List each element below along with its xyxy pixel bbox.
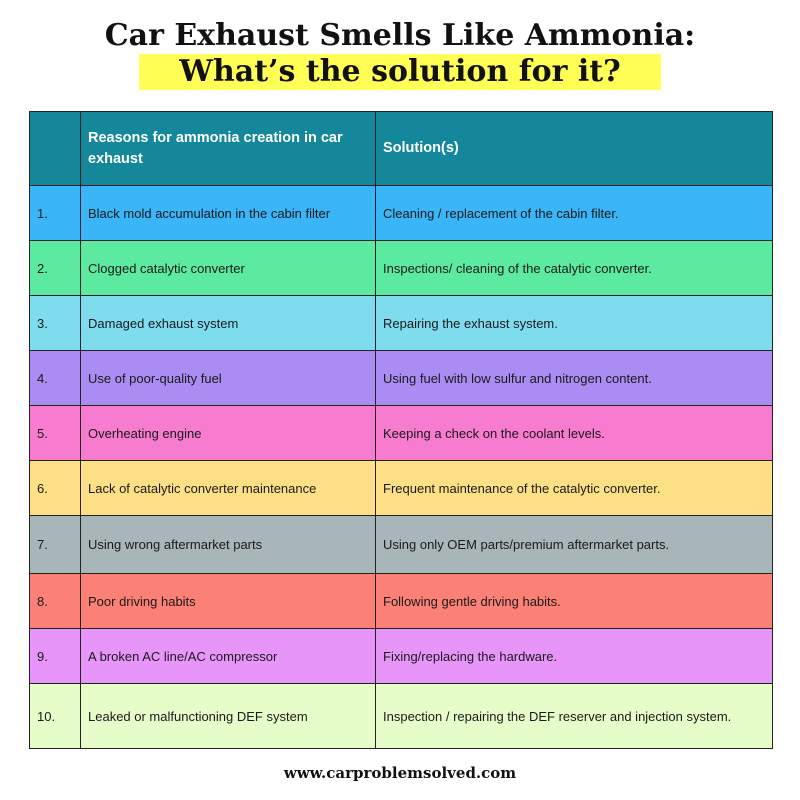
row-solution: Inspections/ cleaning of the catalytic converter. (376, 241, 773, 296)
table-row (30, 186, 773, 241)
row-reason: Use of poor-quality fuel (81, 351, 376, 406)
row-reason: Poor driving habits (81, 574, 376, 629)
row-number: 9. (30, 629, 81, 684)
table-row (30, 461, 773, 516)
header-reasons: Reasons for ammonia creation in car exhaust (81, 112, 376, 186)
row-number: 8. (30, 574, 81, 629)
row-reason: Using wrong aftermarket parts (81, 516, 376, 574)
row-number: 10. (30, 684, 81, 749)
row-reason: Damaged exhaust system (81, 296, 376, 351)
row-reason: Clogged catalytic converter (81, 241, 376, 296)
page-subtitle: What’s the solution for it? (139, 54, 660, 90)
row-number: 6. (30, 461, 81, 516)
table-row (30, 351, 773, 406)
row-solution: Repairing the exhaust system. (376, 296, 773, 351)
row-reason: Overheating engine (81, 406, 376, 461)
page-title: Car Exhaust Smells Like Ammonia: (104, 18, 696, 53)
row-number: 2. (30, 241, 81, 296)
row-number: 4. (30, 351, 81, 406)
table-row (30, 629, 773, 684)
table-header-row (30, 112, 773, 186)
row-number: 3. (30, 296, 81, 351)
table-row (30, 574, 773, 629)
title-block (0, 18, 800, 90)
row-solution: Inspection / repairing the DEF reserver and injection system. (376, 684, 773, 749)
header-solutions: Solution(s) (376, 112, 773, 186)
row-reason: Lack of catalytic converter maintenance (81, 461, 376, 516)
row-reason: Leaked or malfunctioning DEF system (81, 684, 376, 749)
table-row (30, 516, 773, 574)
row-solution: Fixing/replacing the hardware. (376, 629, 773, 684)
row-number: 7. (30, 516, 81, 574)
website-url: www.carproblemsolved.com (283, 764, 517, 782)
reasons-solutions-table (29, 111, 773, 749)
row-solution: Using only OEM parts/premium aftermarket parts. (376, 516, 773, 574)
table-row (30, 241, 773, 296)
row-solution: Cleaning / replacement of the cabin filter. (376, 186, 773, 241)
table-row (30, 406, 773, 461)
header-number (30, 112, 81, 186)
row-number: 1. (30, 186, 81, 241)
row-number: 5. (30, 406, 81, 461)
row-reason: A broken AC line/AC compressor (81, 629, 376, 684)
row-solution: Following gentle driving habits. (376, 574, 773, 629)
row-solution: Using fuel with low sulfur and nitrogen content. (376, 351, 773, 406)
row-reason: Black mold accumulation in the cabin filter (81, 186, 376, 241)
table-row (30, 296, 773, 351)
row-solution: Keeping a check on the coolant levels. (376, 406, 773, 461)
row-solution: Frequent maintenance of the catalytic converter. (376, 461, 773, 516)
table-row (30, 684, 773, 749)
